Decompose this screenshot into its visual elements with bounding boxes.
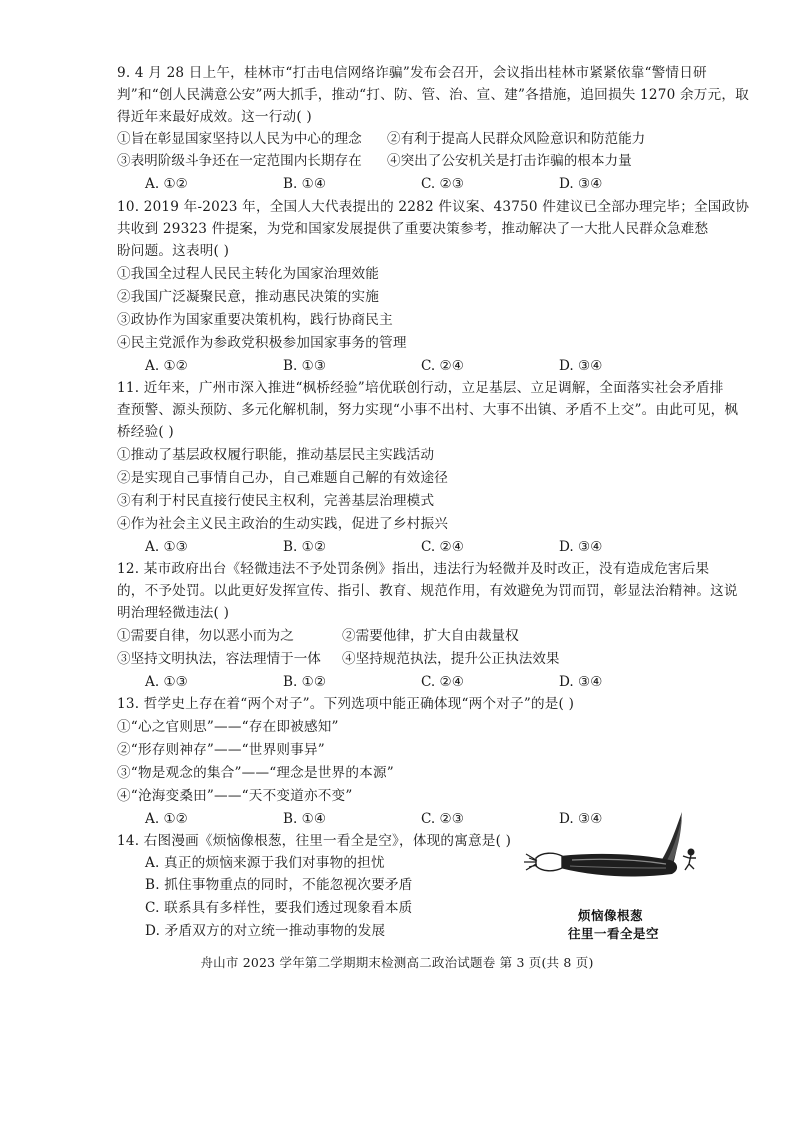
cartoon-caption-line-1: 烦恼像根葱 <box>578 908 644 923</box>
cartoon-caption-line-2: 往里一看全是空 <box>568 926 660 941</box>
q12-item-3: ③坚持文明执法，容法理情于一体 <box>117 651 321 667</box>
q12-item-1: ①需要自律，勿以恶小而为之 <box>117 628 294 644</box>
q12-option-a[interactable]: A. ①③ <box>145 674 188 690</box>
q11-option-c[interactable]: C. ②④ <box>421 539 464 555</box>
q10-item-2: ②我国广泛凝聚民意，推动惠民决策的实施 <box>117 289 380 305</box>
q12-option-c[interactable]: C. ②④ <box>421 674 464 690</box>
q11-option-d[interactable]: D. ③④ <box>559 539 603 555</box>
scallion-icon <box>524 812 696 876</box>
q12-stem-line-3: 明治理轻微违法( ) <box>117 605 230 621</box>
q10-option-b[interactable]: B. ①③ <box>283 358 327 374</box>
q10-item-4: ④民主党派作为参政党积极参加国家事务的管理 <box>117 335 407 351</box>
q10-option-c[interactable]: C. ②④ <box>421 358 464 374</box>
q12-stem-line-2: 的，不予处罚。以此更好发挥宣传、指引、教育、规范作用，有效避免为罚而罚，彰显法治精神。这说 <box>117 583 738 599</box>
q12-stem-line-1: 12. 某市政府出台《轻微违法不予处罚条例》指出，违法行为轻微并及时改正，没有造成危害后果 <box>117 561 710 577</box>
q14-option-d[interactable]: D. 矛盾双方的对立统一推动事物的发展 <box>145 923 386 939</box>
q12-item-4: ④坚持规范执法，提升公正执法效果 <box>342 651 560 667</box>
q9-item-2: ②有利于提高人民群众风险意识和防范能力 <box>387 131 646 147</box>
q9-item-3: ③表明阶级斗争还在一定范围内长期存在 <box>117 153 362 169</box>
q14-stem: 14. 右图漫画《烦恼像根葱，往里一看全是空》，体现的寓意是( ) <box>117 833 512 849</box>
q12-option-b[interactable]: B. ①② <box>283 674 327 690</box>
q11-item-1: ①推动了基层政权履行职能，推动基层民主实践活动 <box>117 447 435 463</box>
q11-item-2: ②是实现自己事情自己办，自己难题自己解的有效途径 <box>117 470 449 486</box>
q9-option-b[interactable]: B. ①④ <box>283 176 327 192</box>
q9-stem-line-1: 9. 4 月 28 日上午，桂林市“打击电信网络诈骗”发布会召开，会议指出桂林市紧紧依靠“警情日研 <box>117 65 707 81</box>
q11-item-4: ④作为社会主义民主政治的生动实践，促进了乡村振兴 <box>117 516 449 532</box>
q10-item-1: ①我国全过程人民民主转化为国家治理效能 <box>117 266 380 282</box>
page-footer: 舟山市 2023 学年第二学期期末检测高二政治试题卷 第 3 页(共 8 页) <box>200 955 594 970</box>
q10-stem-line-2: 共收到 29323 件提案，为党和国家发展提供了重要决策参考，推动解决了一大批人民群众急难愁 <box>117 221 709 237</box>
q10-stem-line-1: 10. 2019 年-2023 年，全国人大代表提出的 2282 件议案、43750 件建议已全部办理完毕；全国政协 <box>117 199 750 215</box>
q9-stem-line-2: 判”和“创人民满意公安”两大抓手，推动“打、防、管、治、宣、建”各措施，追回损失 1270 余万元，取 <box>117 87 749 103</box>
q13-item-3: ③“物是观念的集合”——“理念是世界的本源” <box>117 765 394 781</box>
q9-option-a[interactable]: A. ①② <box>145 176 188 192</box>
q11-option-b[interactable]: B. ①② <box>283 539 327 555</box>
q13-item-2: ②“形存则神存”——“世界则事异” <box>117 742 325 758</box>
q13-option-b[interactable]: B. ①④ <box>283 811 327 827</box>
q11-option-a[interactable]: A. ①③ <box>145 539 188 555</box>
q9-item-1: ①旨在彰显国家坚持以人民为中心的理念 <box>117 131 362 147</box>
q10-stem-line-3: 盼问题。这表明( ) <box>117 243 230 259</box>
q10-option-a[interactable]: A. ①② <box>145 358 188 374</box>
q11-stem-line-2: 查预警、源头预防、多元化解机制，努力实现“小事不出村、大事不出镇、矛盾不上交”。由此可见，枫 <box>117 402 739 418</box>
q13-option-d[interactable]: D. ③④ <box>559 811 603 827</box>
q13-item-1: ①“心之官则思”——“存在即被感知” <box>117 719 339 735</box>
q12-option-d[interactable]: D. ③④ <box>559 674 603 690</box>
q10-item-3: ③政协作为国家重要决策机构，践行协商民主 <box>117 312 393 328</box>
q14-option-c[interactable]: C. 联系具有多样性，要我们透过现象看本质 <box>145 900 413 916</box>
q11-stem-line-1: 11. 近年来，广州市深入推进“枫桥经验”培优联创行动，立足基层、立足调解，全面落实社会矛盾排 <box>117 380 724 396</box>
q13-option-a[interactable]: A. ①② <box>145 811 188 827</box>
q11-stem-line-3: 桥经验( ) <box>117 424 174 440</box>
q9-item-4: ④突出了公安机关是打击诈骗的根本力量 <box>387 153 632 169</box>
q9-option-d[interactable]: D. ③④ <box>559 176 603 192</box>
q9-stem-line-3: 得近年来最好成效。这一行动( ) <box>117 109 312 125</box>
q13-stem: 13. 哲学史上存在着“两个对子”。下列选项中能正确体现“两个对子”的是( ) <box>117 696 575 712</box>
q10-option-d[interactable]: D. ③④ <box>559 358 603 374</box>
q11-item-3: ③有利于村民直接行使民主权利，完善基层治理模式 <box>117 493 435 509</box>
q13-item-4: ④“沧海变桑田”——“天不变道亦不变” <box>117 788 353 804</box>
q14-option-a[interactable]: A. 真正的烦恼来源于我们对事物的担忧 <box>145 855 385 871</box>
q9-option-c[interactable]: C. ②③ <box>421 176 464 192</box>
q13-option-c[interactable]: C. ②③ <box>421 811 464 827</box>
q12-item-2: ②需要他律，扩大自由裁量权 <box>342 628 519 644</box>
q14-option-b[interactable]: B. 抓住事物重点的同时，不能忽视次要矛盾 <box>145 877 413 893</box>
